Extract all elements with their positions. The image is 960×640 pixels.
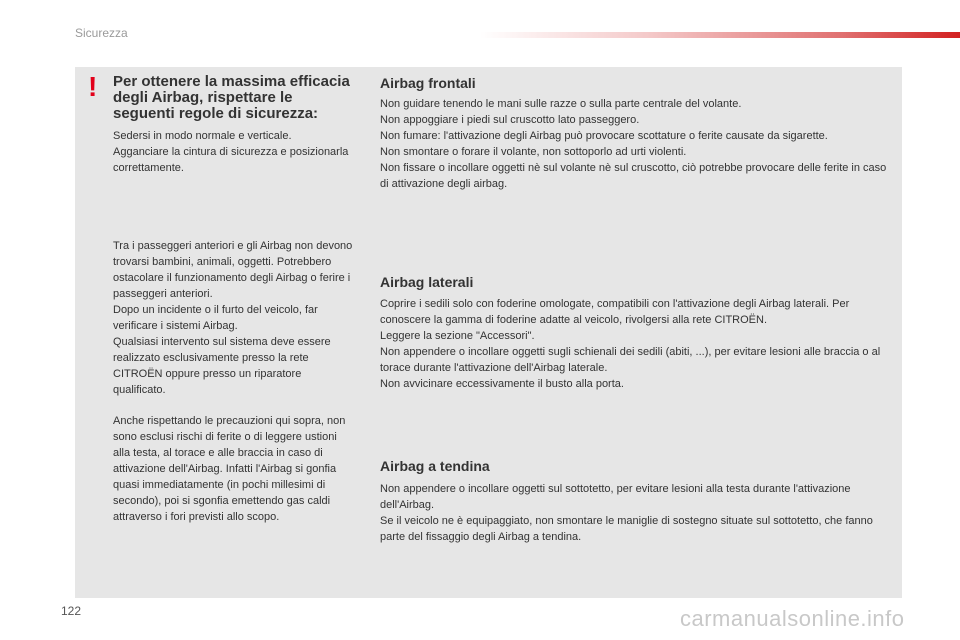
page-number: 122 <box>61 604 82 618</box>
section-title-airbag-frontali: Airbag frontali <box>380 75 476 91</box>
watermark-text: carmanualsonline.info <box>680 606 905 631</box>
section-body-airbag-frontali: Non guidare tenendo le mani sulle razze o sulla parte centrale del volante. Non appoggiare i piedi sul cruscotto lato passeggero. Non fumare: l'attivazione degli Airbag può provocare scottature o ferite causate da sigarette. Non smontare o forare il volante, non sottoporlo ad urti violenti. Non fissare o incollare oggetti nè sul volante nè sul cruscotto, ciò potrebbe provocare delle ferite in caso di attivazione degli airbag. <box>380 98 887 190</box>
header-accent-rule <box>480 32 960 38</box>
warning-paragraph-posture: Sedersi in modo normale e verticale. Agganciare la cintura di sicurezza e posizionarla correttamente. <box>113 130 349 174</box>
section-title-airbag-tendina: Airbag a tendina <box>380 458 490 474</box>
section-header-title: Sicurezza <box>75 26 128 40</box>
warning-paragraph-passengers: Tra i passeggeri anteriori e gli Airbag non devono trovarsi bambini, animali, oggetti. Potrebbero ostacolare il funzionamento degli Airbag o ferire i passeggeri anteriori. Dopo un incidente o il furto del veicolo, far verificare i sistemi Airbag. Qualsiasi intervento sul sistema deve essere realizzato esclusivamente presso la rete CITROËN oppure presso un riparatore qualificato. <box>113 240 353 396</box>
section-body-airbag-laterali: Coprire i sedili solo con foderine omologate, compatibili con l'attivazione degli Airbag laterali. Per conoscere la gamma di foderine adatte al veicolo, rivolgersi alla rete CITROËN. Leggere la sezione "Accessori". Non appendere o incollare oggetti sugli schienali dei sedili (abiti, ...), per evitare lesioni alle braccia o al torace durante l'attivazione dell'Airbag laterale. Non avvicinare eccessivamente il busto alla porta. <box>380 298 881 390</box>
warning-paragraph-risks: Anche rispettando le precauzioni qui sopra, non sono esclusi rischi di ferite o di leggere ustioni alla testa, al torace e alle braccia in caso di attivazione dell'Airbag. Infatti l'Airbag si gonfia quasi immediatamente (in pochi millesimi di secondo), poi si sgonfia emettendo gas caldi attraverso i fori previsti allo scopo. <box>113 415 346 523</box>
warning-exclamation-icon: ! <box>88 71 98 102</box>
section-body-airbag-tendina: Non appendere o incollare oggetti sul sottotetto, per evitare lesioni alla testa durante l'attivazione dell'Airbag. Se il veicolo ne è equipaggiato, non smontare le maniglie di sostegno situate sul sottotetto, che fanno parte del fissaggio degli Airbag a tendina. <box>380 483 873 543</box>
section-title-airbag-laterali: Airbag laterali <box>380 274 474 290</box>
warning-heading: Per ottenere la massima efficacia degli Airbag, rispettare le seguenti regole di sicurezza: <box>113 73 350 122</box>
